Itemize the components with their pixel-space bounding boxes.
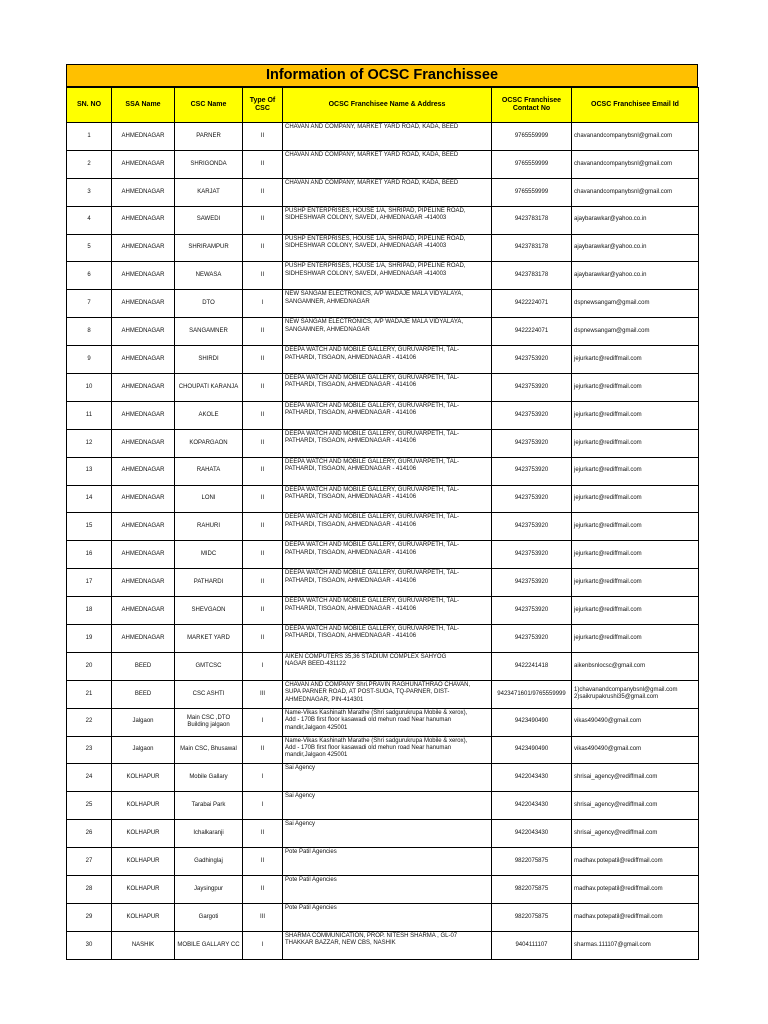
csc-type-cell: II <box>243 485 283 513</box>
ssa-name-cell: KOLHAPUR <box>112 848 175 876</box>
address-cell: DEEPA WATCH AND MOBILE GALLERY, GURUVARPETH, TAL- PATHARDI, TISGAON, AHMEDNAGAR - 414106 <box>283 457 492 485</box>
table-row <box>67 708 699 736</box>
sn-cell: 13 <box>67 457 112 485</box>
ssa-name-cell: NASHIK <box>112 931 175 959</box>
csc-type-cell: I <box>243 290 283 318</box>
sn-cell: 8 <box>67 318 112 346</box>
table-row <box>67 792 699 820</box>
csc-type-cell: II <box>243 569 283 597</box>
address-cell: Sai Agency <box>283 792 492 820</box>
table-row <box>67 764 699 792</box>
csc-type-cell: II <box>243 736 283 764</box>
contact-cell: 9423753920 <box>492 569 572 597</box>
csc-type-cell: II <box>243 234 283 262</box>
contact-cell: 9765559999 <box>492 123 572 151</box>
header-sn: SN. NO <box>67 88 112 123</box>
email-cell: ajaybarawkar@yahoo.co.in <box>572 234 699 262</box>
ssa-name-cell: AHMEDNAGAR <box>112 541 175 569</box>
email-cell: 1)chavanandcompanybsnl@gmail.com 2)saikrupakrushi35@gmail.com <box>572 680 699 708</box>
table-row <box>67 569 699 597</box>
sn-cell: 12 <box>67 429 112 457</box>
csc-name-cell: Jaysingpur <box>175 876 243 904</box>
email-cell: jejurkartc@rediffmail.com <box>572 485 699 513</box>
table-row <box>67 206 699 234</box>
csc-name-cell: DTO <box>175 290 243 318</box>
csc-type-cell: I <box>243 764 283 792</box>
sn-cell: 20 <box>67 652 112 680</box>
csc-name-cell: GMTCSC <box>175 652 243 680</box>
csc-name-cell: KARJAT <box>175 178 243 206</box>
ssa-name-cell: AHMEDNAGAR <box>112 262 175 290</box>
table-row <box>67 820 699 848</box>
sn-cell: 22 <box>67 708 112 736</box>
sn-cell: 6 <box>67 262 112 290</box>
email-cell: jejurkartc@rediffmail.com <box>572 597 699 625</box>
email-cell: madhav.potepatil@rediffmail.com <box>572 876 699 904</box>
ssa-name-cell: AHMEDNAGAR <box>112 597 175 625</box>
ssa-name-cell: AHMEDNAGAR <box>112 123 175 151</box>
address-cell: DEEPA WATCH AND MOBILE GALLERY, GURUVARPETH, TAL- PATHARDI, TISGAON, AHMEDNAGAR - 414106 <box>283 513 492 541</box>
address-cell: DEEPA WATCH AND MOBILE GALLERY, GURUVARPETH, TAL- PATHARDI, TISGAON, AHMEDNAGAR - 414106 <box>283 485 492 513</box>
csc-name-cell: KOPARGAON <box>175 429 243 457</box>
sn-cell: 15 <box>67 513 112 541</box>
table-row <box>67 848 699 876</box>
sn-cell: 14 <box>67 485 112 513</box>
header-contact: OCSC Franchisee Contact No <box>492 88 572 123</box>
header-ssa-name: SSA Name <box>112 88 175 123</box>
email-cell: madhav.potepatil@rediffmail.com <box>572 903 699 931</box>
address-cell: DEEPA WATCH AND MOBILE GALLERY, GURUVARPETH, TAL- PATHARDI, TISGAON, AHMEDNAGAR - 414106 <box>283 429 492 457</box>
email-cell: jejurkartc@rediffmail.com <box>572 401 699 429</box>
ssa-name-cell: AHMEDNAGAR <box>112 429 175 457</box>
email-cell: shrisai_agency@rediffmail.com <box>572 820 699 848</box>
table-row <box>67 262 699 290</box>
contact-cell: 9423753920 <box>492 513 572 541</box>
address-cell: PUSHP ENTERPRISES, HOUSE 1/A, SHRIPAD, PIPELINE ROAD, SIDHESHWAR COLONY, SAVEDI, AHMEDNAGAR -414003 <box>283 234 492 262</box>
table-row <box>67 429 699 457</box>
table-row <box>67 876 699 904</box>
contact-cell: 9423753920 <box>492 625 572 653</box>
table-row <box>67 346 699 374</box>
page-title: Information of OCSC Franchissee <box>265 67 499 83</box>
csc-type-cell: I <box>243 931 283 959</box>
table-row <box>67 625 699 653</box>
sn-cell: 3 <box>67 178 112 206</box>
csc-name-cell: Gargoti <box>175 903 243 931</box>
csc-type-cell: I <box>243 708 283 736</box>
email-cell: ajaybarawkar@yahoo.co.in <box>572 262 699 290</box>
csc-name-cell: SHEVGAON <box>175 597 243 625</box>
csc-name-cell: Main CSC ,DTO Building jalgaon <box>175 708 243 736</box>
csc-name-cell: SAWEDI <box>175 206 243 234</box>
csc-type-cell: II <box>243 401 283 429</box>
ssa-name-cell: AHMEDNAGAR <box>112 401 175 429</box>
csc-type-cell: II <box>243 876 283 904</box>
ssa-name-cell: BEED <box>112 652 175 680</box>
address-cell: Pote Patil Agencies <box>283 848 492 876</box>
email-cell: chavanandcompanybsnl@gmail.com <box>572 123 699 151</box>
csc-name-cell: SANGAMNER <box>175 318 243 346</box>
email-cell: ajaybarawkar@yahoo.co.in <box>572 206 699 234</box>
csc-type-cell: I <box>243 792 283 820</box>
csc-type-cell: II <box>243 848 283 876</box>
csc-name-cell: RAHATA <box>175 457 243 485</box>
ssa-name-cell: BEED <box>112 680 175 708</box>
ssa-name-cell: KOLHAPUR <box>112 792 175 820</box>
contact-cell: 9765559999 <box>492 150 572 178</box>
csc-type-cell: II <box>243 318 283 346</box>
ssa-name-cell: KOLHAPUR <box>112 820 175 848</box>
ssa-name-cell: AHMEDNAGAR <box>112 178 175 206</box>
csc-name-cell: Mobile Gallary <box>175 764 243 792</box>
sn-cell: 11 <box>67 401 112 429</box>
csc-type-cell: II <box>243 374 283 402</box>
email-cell: jejurkartc@rediffmail.com <box>572 429 699 457</box>
email-cell: jejurkartc@rediffmail.com <box>572 374 699 402</box>
sn-cell: 27 <box>67 848 112 876</box>
ssa-name-cell: KOLHAPUR <box>112 876 175 904</box>
email-cell: chavanandcompanybsnl@gmail.com <box>572 150 699 178</box>
email-cell: jejurkartc@rediffmail.com <box>572 457 699 485</box>
sn-cell: 19 <box>67 625 112 653</box>
email-cell: shrisai_agency@rediffmail.com <box>572 792 699 820</box>
sn-cell: 10 <box>67 374 112 402</box>
address-cell: DEEPA WATCH AND MOBILE GALLERY, GURUVARPETH, TAL- PATHARDI, TISGAON, AHMEDNAGAR - 414106 <box>283 569 492 597</box>
table-row <box>67 597 699 625</box>
sn-cell: 24 <box>67 764 112 792</box>
email-cell: jejurkartc@rediffmail.com <box>572 346 699 374</box>
contact-cell: 9822075875 <box>492 876 572 904</box>
csc-type-cell: II <box>243 541 283 569</box>
sn-cell: 25 <box>67 792 112 820</box>
csc-name-cell: SHRIGONDA <box>175 150 243 178</box>
header-csc-type: Type Of CSC <box>243 88 283 123</box>
sn-cell: 9 <box>67 346 112 374</box>
email-cell: jejurkartc@rediffmail.com <box>572 513 699 541</box>
sn-cell: 7 <box>67 290 112 318</box>
csc-type-cell: II <box>243 597 283 625</box>
csc-name-cell: Tarabai Park <box>175 792 243 820</box>
table-row <box>67 178 699 206</box>
contact-cell: 9423490490 <box>492 736 572 764</box>
ssa-name-cell: KOLHAPUR <box>112 903 175 931</box>
csc-type-cell: II <box>243 123 283 151</box>
csc-name-cell: SHRIRAMPUR <box>175 234 243 262</box>
contact-cell: 9404111107 <box>492 931 572 959</box>
address-cell: NEW SANGAM ELECTRONICS, A/P WADAJE MALA VIDYALAYA, SANGAMNER, AHMEDNAGAR <box>283 318 492 346</box>
address-cell: SHARMA COMMUNICATION, PROP. NITESH SHARMA , GL-07 THAKKAR BAZZAR, NEW CBS, NASHIK <box>283 931 492 959</box>
csc-type-cell: II <box>243 820 283 848</box>
csc-name-cell: Gadhinglaj <box>175 848 243 876</box>
csc-type-cell: II <box>243 150 283 178</box>
ssa-name-cell: AHMEDNAGAR <box>112 346 175 374</box>
address-cell: Name-Vikas Kashinath Marathe (Shri sadgurukrupa Mobile & xerox), Add - 170B first floor kasawadi old mehun road Near hanuman mandir,Jalgaon 425001 <box>283 736 492 764</box>
contact-cell: 9822075875 <box>492 903 572 931</box>
contact-cell: 9423753920 <box>492 346 572 374</box>
sn-cell: 26 <box>67 820 112 848</box>
csc-type-cell: II <box>243 346 283 374</box>
address-cell: Pote Patil Agencies <box>283 876 492 904</box>
email-cell: aikenbsnlocsc@gmail.com <box>572 652 699 680</box>
sn-cell: 5 <box>67 234 112 262</box>
csc-name-cell: PATHARDI <box>175 569 243 597</box>
csc-type-cell: II <box>243 178 283 206</box>
address-cell: DEEPA WATCH AND MOBILE GALLERY, GURUVARPETH, TAL- PATHARDI, TISGAON, AHMEDNAGAR - 414106 <box>283 346 492 374</box>
contact-cell: 9423753920 <box>492 541 572 569</box>
contact-cell: 9422224071 <box>492 318 572 346</box>
address-cell: DEEPA WATCH AND MOBILE GALLERY, GURUVARPETH, TAL- PATHARDI, TISGAON, AHMEDNAGAR - 414106 <box>283 597 492 625</box>
csc-type-cell: II <box>243 457 283 485</box>
franchisee-table <box>66 87 699 960</box>
contact-cell: 9423753920 <box>492 485 572 513</box>
contact-cell: 9423490490 <box>492 708 572 736</box>
contact-cell: 9423471601/9765559999 <box>492 680 572 708</box>
address-cell: Name-Vikas Kashinath Marathe (Shri sadgurukrupa Mobile & xerox), Add - 170B first floor kasawadi old mehun road Near hanuman mandir,Jalgaon 425001 <box>283 708 492 736</box>
csc-name-cell: CSC ASHTI <box>175 680 243 708</box>
sn-cell: 2 <box>67 150 112 178</box>
csc-type-cell: III <box>243 680 283 708</box>
ssa-name-cell: AHMEDNAGAR <box>112 485 175 513</box>
csc-name-cell: SHIRDI <box>175 346 243 374</box>
address-cell: CHAVAN AND COMPANY, MARKET YARD ROAD, KADA, BEED <box>283 178 492 206</box>
csc-name-cell: LONI <box>175 485 243 513</box>
table-row <box>67 680 699 708</box>
csc-name-cell: Main CSC, Bhusawal <box>175 736 243 764</box>
contact-cell: 9423753920 <box>492 401 572 429</box>
sn-cell: 30 <box>67 931 112 959</box>
csc-name-cell: AKOLE <box>175 401 243 429</box>
contact-cell: 9422043430 <box>492 792 572 820</box>
address-cell: Sai Agency <box>283 764 492 792</box>
header-row <box>67 88 699 123</box>
address-cell: NEW SANGAM ELECTRONICS, A/P WADAJE MALA VIDYALAYA, SANGAMNER, AHMEDNAGAR <box>283 290 492 318</box>
address-cell: Pote Patil Agencies <box>283 903 492 931</box>
contact-cell: 9423753920 <box>492 429 572 457</box>
email-cell: dspnewsangam@gmail.com <box>572 290 699 318</box>
email-cell: sharmas.111107@gmail.com <box>572 931 699 959</box>
address-cell: AIKEN COMPUTERS 35,36 STADIUM COMPLEX SAHYOG NAGAR BEED-431122 <box>283 652 492 680</box>
ssa-name-cell: AHMEDNAGAR <box>112 206 175 234</box>
email-cell: vikas490490@gmail.com <box>572 708 699 736</box>
address-cell: CHAVAN AND COMPANY Shri.PRAVIN RAGHUNATHRAO CHAVAN, SUPA PARNER ROAD, AT POST-SUOA, TQ-PARNER, DIST- AHMEDNAGAR, PIN-414301 <box>283 680 492 708</box>
sn-cell: 18 <box>67 597 112 625</box>
contact-cell: 9422241418 <box>492 652 572 680</box>
ssa-name-cell: AHMEDNAGAR <box>112 457 175 485</box>
franchisee-sheet <box>66 64 698 960</box>
address-cell: Sai Agency <box>283 820 492 848</box>
contact-cell: 9422043430 <box>492 764 572 792</box>
table-row <box>67 234 699 262</box>
email-cell: jejurkartc@rediffmail.com <box>572 569 699 597</box>
email-cell: madhav.potepatil@rediffmail.com <box>572 848 699 876</box>
csc-type-cell: II <box>243 625 283 653</box>
email-cell: shrisai_agency@rediffmail.com <box>572 764 699 792</box>
ssa-name-cell: AHMEDNAGAR <box>112 513 175 541</box>
address-cell: DEEPA WATCH AND MOBILE GALLERY, GURUVARPETH, TAL- PATHARDI, TISGAON, AHMEDNAGAR - 414106 <box>283 625 492 653</box>
csc-type-cell: II <box>243 513 283 541</box>
email-cell: dspnewsangam@gmail.com <box>572 318 699 346</box>
sn-cell: 21 <box>67 680 112 708</box>
csc-type-cell: II <box>243 206 283 234</box>
csc-name-cell: MOBILE GALLARY CC <box>175 931 243 959</box>
contact-cell: 9423783178 <box>492 262 572 290</box>
sn-cell: 17 <box>67 569 112 597</box>
csc-type-cell: III <box>243 903 283 931</box>
ssa-name-cell: AHMEDNAGAR <box>112 290 175 318</box>
table-row <box>67 903 699 931</box>
header-address: OCSC Franchisee Name & Address <box>283 88 492 123</box>
contact-cell: 9765559999 <box>492 178 572 206</box>
csc-type-cell: II <box>243 262 283 290</box>
table-row <box>67 541 699 569</box>
address-cell: DEEPA WATCH AND MOBILE GALLERY, GURUVARPETH, TAL- PATHARDI, TISGAON, AHMEDNAGAR - 414106 <box>283 541 492 569</box>
ssa-name-cell: Jalgaon <box>112 736 175 764</box>
table-row <box>67 401 699 429</box>
csc-type-cell: II <box>243 429 283 457</box>
table-row <box>67 123 699 151</box>
contact-cell: 9423753920 <box>492 374 572 402</box>
csc-name-cell: MARKET YARD <box>175 625 243 653</box>
table-row <box>67 931 699 959</box>
email-cell: vikas490490@gmail.com <box>572 736 699 764</box>
table-body <box>67 123 699 960</box>
email-cell: jejurkartc@rediffmail.com <box>572 625 699 653</box>
csc-name-cell: Ichalkaranji <box>175 820 243 848</box>
csc-name-cell: CHOUPATI KARANJA <box>175 374 243 402</box>
table-row <box>67 374 699 402</box>
ssa-name-cell: Jalgaon <box>112 708 175 736</box>
csc-name-cell: NEWASA <box>175 262 243 290</box>
csc-name-cell: PARNER <box>175 123 243 151</box>
ssa-name-cell: AHMEDNAGAR <box>112 318 175 346</box>
address-cell: CHAVAN AND COMPANY, MARKET YARD ROAD, KADA, BEED <box>283 150 492 178</box>
table-row <box>67 736 699 764</box>
table-row <box>67 485 699 513</box>
address-cell: PUSHP ENTERPRISES, HOUSE 1/A, SHRIPAD, PIPELINE ROAD, SIDHESHWAR COLONY, SAVEDI, AHMEDNAGAR -414003 <box>283 206 492 234</box>
table-row <box>67 652 699 680</box>
table-row <box>67 513 699 541</box>
table-row <box>67 150 699 178</box>
ssa-name-cell: AHMEDNAGAR <box>112 374 175 402</box>
table-row <box>67 457 699 485</box>
contact-cell: 9422043430 <box>492 820 572 848</box>
sn-cell: 23 <box>67 736 112 764</box>
table-row <box>67 318 699 346</box>
contact-cell: 9422224071 <box>492 290 572 318</box>
header-csc-name: CSC Name <box>175 88 243 123</box>
address-cell: PUSHP ENTERPRISES, HOUSE 1/A, SHRIPAD, PIPELINE ROAD, SIDHESHWAR COLONY, SAVEDI, AHMEDNAGAR -414003 <box>283 262 492 290</box>
csc-type-cell: I <box>243 652 283 680</box>
ssa-name-cell: AHMEDNAGAR <box>112 150 175 178</box>
address-cell: DEEPA WATCH AND MOBILE GALLERY, GURUVARPETH, TAL- PATHARDI, TISGAON, AHMEDNAGAR - 414106 <box>283 401 492 429</box>
contact-cell: 9423753920 <box>492 457 572 485</box>
contact-cell: 9423783178 <box>492 206 572 234</box>
contact-cell: 9822075875 <box>492 848 572 876</box>
header-email: OCSC Franchisee Email Id <box>572 88 699 123</box>
address-cell: DEEPA WATCH AND MOBILE GALLERY, GURUVARPETH, TAL- PATHARDI, TISGAON, AHMEDNAGAR - 414106 <box>283 374 492 402</box>
ssa-name-cell: AHMEDNAGAR <box>112 569 175 597</box>
sn-cell: 1 <box>67 123 112 151</box>
sn-cell: 29 <box>67 903 112 931</box>
email-cell: chavanandcompanybsnl@gmail.com <box>572 178 699 206</box>
title-bar <box>66 64 698 87</box>
csc-name-cell: RAHURI <box>175 513 243 541</box>
csc-name-cell: MIDC <box>175 541 243 569</box>
ssa-name-cell: AHMEDNAGAR <box>112 625 175 653</box>
sn-cell: 28 <box>67 876 112 904</box>
sn-cell: 16 <box>67 541 112 569</box>
ssa-name-cell: AHMEDNAGAR <box>112 234 175 262</box>
contact-cell: 9423753920 <box>492 597 572 625</box>
email-cell: jejurkartc@rediffmail.com <box>572 541 699 569</box>
ssa-name-cell: KOLHAPUR <box>112 764 175 792</box>
table-row <box>67 290 699 318</box>
sn-cell: 4 <box>67 206 112 234</box>
address-cell: CHAVAN AND COMPANY, MARKET YARD ROAD, KADA, BEED <box>283 123 492 151</box>
contact-cell: 9423783178 <box>492 234 572 262</box>
